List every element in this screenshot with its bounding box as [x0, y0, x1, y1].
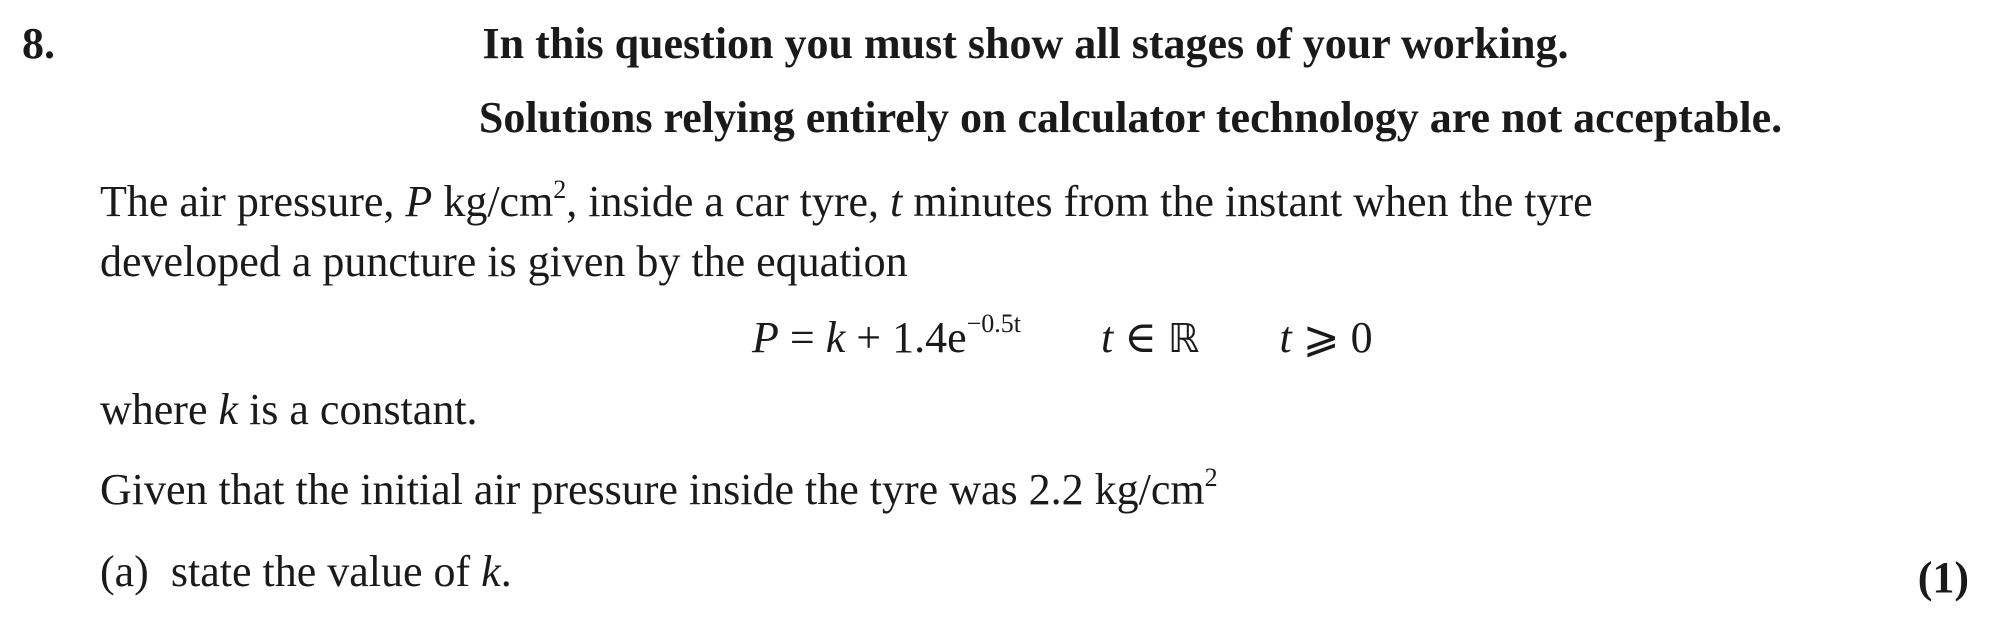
variable-p: P	[405, 177, 433, 226]
eq-k: k	[825, 313, 846, 362]
domain-in: ∈	[1113, 313, 1168, 362]
part-a-text: state the value of	[148, 547, 482, 596]
condition-relation: ⩾ 0	[1291, 313, 1373, 362]
variable-k: k	[218, 385, 239, 434]
text-fragment: kg/cm	[432, 177, 554, 226]
instruction-line-1: In this question you must show all stages of your working.	[482, 19, 1569, 68]
eq-plus-term: + 1.4e	[845, 313, 967, 362]
superscript: 2	[1204, 463, 1218, 492]
text-fragment: minutes from the instant when the tyre	[902, 177, 1593, 226]
marks-allocation: (1)	[1917, 553, 1969, 602]
question-number: 8.	[22, 19, 55, 68]
part-a	[100, 542, 512, 602]
given-statement	[100, 460, 1218, 520]
eq-lhs: P	[752, 313, 779, 362]
eq-exponent: −0.5t	[966, 309, 1021, 338]
where-statement	[100, 380, 478, 440]
text-fragment: where	[100, 385, 219, 434]
variable-t: t	[890, 177, 903, 226]
condition-variable: t	[1279, 313, 1292, 362]
question-paragraph-line-2: developed a puncture is given by the equation	[100, 237, 908, 286]
domain-variable: t	[1100, 313, 1114, 362]
pressure-equation	[752, 309, 1373, 363]
text-fragment: .	[500, 547, 512, 596]
eq-equals: =	[778, 313, 826, 362]
question-paragraph-line-1	[100, 172, 1593, 232]
part-a-label: (a)	[100, 547, 149, 596]
real-numbers-symbol: ℝ	[1167, 316, 1200, 362]
text-fragment: Given that the initial air pressure inside the tyre was 2.2 kg/cm	[100, 465, 1205, 514]
text-fragment: The air pressure,	[100, 177, 406, 226]
text-fragment: is a constant.	[238, 385, 478, 434]
instruction-line-2: Solutions relying entirely on calculator technology are not acceptable.	[478, 93, 1783, 142]
text-fragment: , inside a car tyre,	[566, 177, 891, 226]
superscript: 2	[553, 175, 567, 204]
variable-k: k	[481, 547, 501, 596]
